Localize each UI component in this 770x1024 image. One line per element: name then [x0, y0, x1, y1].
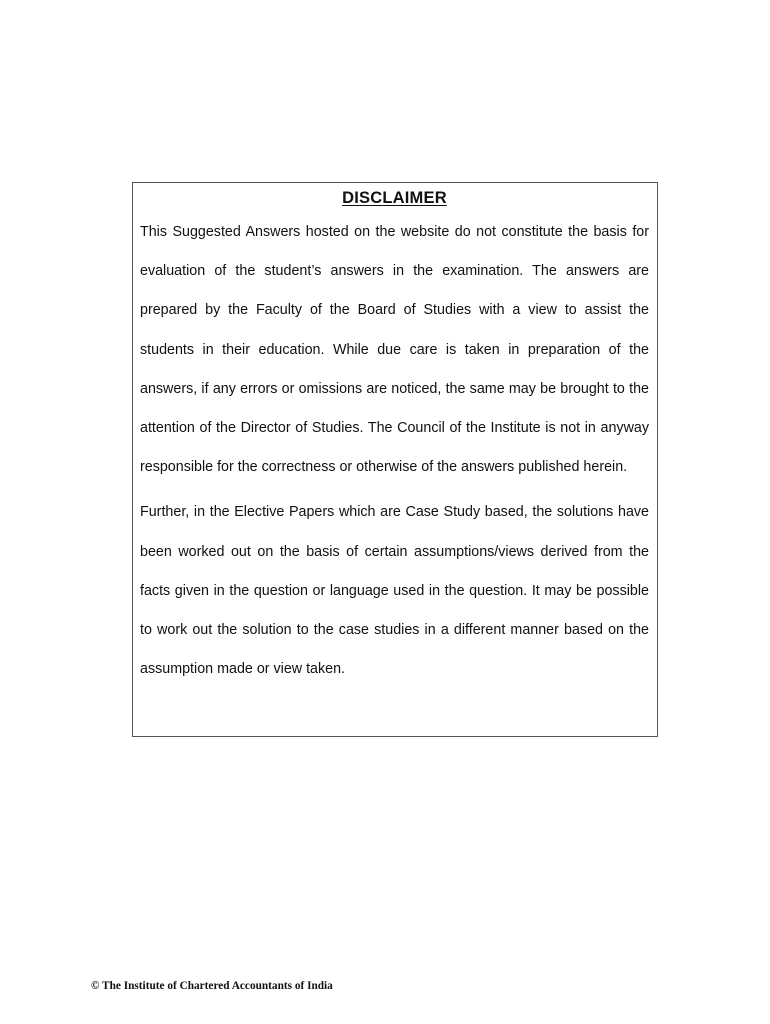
disclaimer-box: [132, 182, 658, 737]
disclaimer-paragraph-2: Further, in the Elective Papers which are Case Study based, the solutions have been worked out on the basis of certain assumptions/views derived from the facts given in the question or language used in the question. It may be possible to work out the solution to the case studies in a different manner based on the assumption made or view taken.: [140, 504, 649, 678]
disclaimer-title: DISCLAIMER: [342, 189, 447, 207]
disclaimer-paragraph-1: This Suggested Answers hosted on the website do not constitute the basis for evaluation of the student’s answers in the examination. The answers are prepared by the Faculty of the Board of Studies with a view to assist the students in their education. While due care is taken in preparation of the answers, if any errors or omissions are noticed, the same may be brought to the attention of the Director of Studies. The Council of the Institute is not in anyway responsible for the correctness or otherwise of the answers published herein.: [140, 224, 649, 476]
copyright-footer: © The Institute of Chartered Accountants of India: [91, 980, 333, 992]
